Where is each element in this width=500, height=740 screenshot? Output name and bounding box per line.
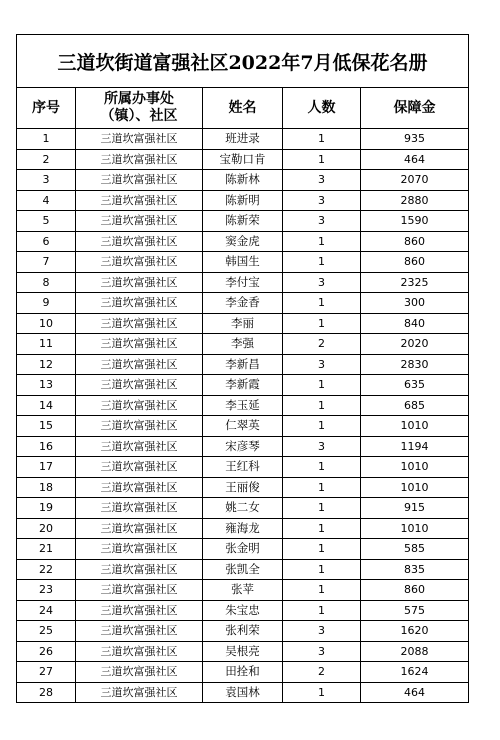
row-allowance-cell: 1010 bbox=[361, 457, 469, 478]
header-name: 姓名 bbox=[203, 88, 283, 129]
row-household-size-cell: 3 bbox=[283, 641, 361, 662]
row-index-cell: 25 bbox=[17, 621, 76, 642]
row-index-cell: 20 bbox=[17, 518, 76, 539]
row-allowance-cell: 1010 bbox=[361, 518, 469, 539]
row-name-cell: 陈新荣 bbox=[203, 211, 283, 232]
row-allowance-cell: 635 bbox=[361, 375, 469, 396]
row-community-cell: 三道坎富强社区 bbox=[76, 149, 203, 170]
row-allowance-cell: 2088 bbox=[361, 641, 469, 662]
row-household-size-cell: 3 bbox=[283, 436, 361, 457]
row-allowance-cell: 1010 bbox=[361, 416, 469, 437]
row-household-size-cell: 1 bbox=[283, 518, 361, 539]
row-community-cell: 三道坎富强社区 bbox=[76, 354, 203, 375]
row-community-cell: 三道坎富强社区 bbox=[76, 477, 203, 498]
row-index-cell: 15 bbox=[17, 416, 76, 437]
row-community-cell: 三道坎富强社区 bbox=[76, 272, 203, 293]
row-allowance-cell: 2070 bbox=[361, 170, 469, 191]
row-name-cell: 袁国林 bbox=[203, 682, 283, 703]
row-index-cell: 6 bbox=[17, 231, 76, 252]
row-index-cell: 11 bbox=[17, 334, 76, 355]
row-household-size-cell: 1 bbox=[283, 580, 361, 601]
table-row bbox=[17, 252, 469, 273]
row-index-cell: 26 bbox=[17, 641, 76, 662]
table-row bbox=[17, 375, 469, 396]
row-index-cell: 8 bbox=[17, 272, 76, 293]
roster-title: 三道坎街道富强社区2022年7月低保花名册 bbox=[17, 35, 469, 88]
row-index-cell: 10 bbox=[17, 313, 76, 334]
row-index-cell: 14 bbox=[17, 395, 76, 416]
row-name-cell: 陈新林 bbox=[203, 170, 283, 191]
row-household-size-cell: 1 bbox=[283, 600, 361, 621]
row-name-cell: 张金明 bbox=[203, 539, 283, 560]
row-community-cell: 三道坎富强社区 bbox=[76, 416, 203, 437]
row-name-cell: 张利荣 bbox=[203, 621, 283, 642]
row-name-cell: 李强 bbox=[203, 334, 283, 355]
table-row bbox=[17, 231, 469, 252]
row-household-size-cell: 3 bbox=[283, 272, 361, 293]
row-community-cell: 三道坎富强社区 bbox=[76, 600, 203, 621]
row-household-size-cell: 3 bbox=[283, 190, 361, 211]
row-allowance-cell: 1194 bbox=[361, 436, 469, 457]
table-row bbox=[17, 293, 469, 314]
row-household-size-cell: 1 bbox=[283, 231, 361, 252]
row-index-cell: 28 bbox=[17, 682, 76, 703]
row-name-cell: 王红科 bbox=[203, 457, 283, 478]
row-index-cell: 5 bbox=[17, 211, 76, 232]
row-allowance-cell: 860 bbox=[361, 231, 469, 252]
row-index-cell: 9 bbox=[17, 293, 76, 314]
roster-body bbox=[17, 129, 469, 703]
row-name-cell: 宝勒口肯 bbox=[203, 149, 283, 170]
row-community-cell: 三道坎富强社区 bbox=[76, 518, 203, 539]
table-row bbox=[17, 190, 469, 211]
row-allowance-cell: 2325 bbox=[361, 272, 469, 293]
row-household-size-cell: 3 bbox=[283, 170, 361, 191]
low-income-roster-table bbox=[16, 34, 469, 703]
header-community: 所属办事处（镇）、社区 bbox=[76, 88, 203, 129]
row-household-size-cell: 2 bbox=[283, 662, 361, 683]
row-household-size-cell: 1 bbox=[283, 498, 361, 519]
row-name-cell: 李付宝 bbox=[203, 272, 283, 293]
row-name-cell: 李玉延 bbox=[203, 395, 283, 416]
row-allowance-cell: 835 bbox=[361, 559, 469, 580]
row-household-size-cell: 3 bbox=[283, 621, 361, 642]
row-index-cell: 4 bbox=[17, 190, 76, 211]
row-index-cell: 16 bbox=[17, 436, 76, 457]
table-row bbox=[17, 334, 469, 355]
table-row bbox=[17, 170, 469, 191]
row-index-cell: 21 bbox=[17, 539, 76, 560]
row-allowance-cell: 2830 bbox=[361, 354, 469, 375]
table-row bbox=[17, 498, 469, 519]
row-index-cell: 12 bbox=[17, 354, 76, 375]
row-allowance-cell: 585 bbox=[361, 539, 469, 560]
header-household-size: 人数 bbox=[283, 88, 361, 129]
row-name-cell: 朱宝忠 bbox=[203, 600, 283, 621]
row-community-cell: 三道坎富强社区 bbox=[76, 559, 203, 580]
row-household-size-cell: 1 bbox=[283, 559, 361, 580]
row-index-cell: 19 bbox=[17, 498, 76, 519]
row-name-cell: 陈新明 bbox=[203, 190, 283, 211]
row-community-cell: 三道坎富强社区 bbox=[76, 375, 203, 396]
table-row bbox=[17, 600, 469, 621]
row-household-size-cell: 1 bbox=[283, 252, 361, 273]
row-household-size-cell: 1 bbox=[283, 313, 361, 334]
table-row bbox=[17, 518, 469, 539]
row-community-cell: 三道坎富强社区 bbox=[76, 395, 203, 416]
row-index-cell: 24 bbox=[17, 600, 76, 621]
table-row bbox=[17, 682, 469, 703]
row-name-cell: 班进录 bbox=[203, 129, 283, 150]
row-community-cell: 三道坎富强社区 bbox=[76, 682, 203, 703]
row-name-cell: 宋彦琴 bbox=[203, 436, 283, 457]
row-allowance-cell: 685 bbox=[361, 395, 469, 416]
table-row bbox=[17, 272, 469, 293]
row-allowance-cell: 1590 bbox=[361, 211, 469, 232]
row-allowance-cell: 935 bbox=[361, 129, 469, 150]
table-row bbox=[17, 621, 469, 642]
row-household-size-cell: 2 bbox=[283, 334, 361, 355]
row-index-cell: 13 bbox=[17, 375, 76, 396]
row-index-cell: 23 bbox=[17, 580, 76, 601]
row-name-cell: 李丽 bbox=[203, 313, 283, 334]
table-row bbox=[17, 457, 469, 478]
row-index-cell: 2 bbox=[17, 149, 76, 170]
row-allowance-cell: 464 bbox=[361, 682, 469, 703]
row-community-cell: 三道坎富强社区 bbox=[76, 252, 203, 273]
table-row bbox=[17, 641, 469, 662]
row-household-size-cell: 1 bbox=[283, 457, 361, 478]
row-index-cell: 17 bbox=[17, 457, 76, 478]
row-allowance-cell: 1620 bbox=[361, 621, 469, 642]
row-community-cell: 三道坎富强社区 bbox=[76, 170, 203, 191]
row-community-cell: 三道坎富强社区 bbox=[76, 129, 203, 150]
row-household-size-cell: 1 bbox=[283, 539, 361, 560]
row-household-size-cell: 1 bbox=[283, 129, 361, 150]
row-allowance-cell: 2020 bbox=[361, 334, 469, 355]
row-community-cell: 三道坎富强社区 bbox=[76, 231, 203, 252]
row-name-cell: 张凯全 bbox=[203, 559, 283, 580]
header-row bbox=[17, 88, 469, 129]
row-community-cell: 三道坎富强社区 bbox=[76, 436, 203, 457]
row-name-cell: 仁翠英 bbox=[203, 416, 283, 437]
row-name-cell: 李新昌 bbox=[203, 354, 283, 375]
row-community-cell: 三道坎富强社区 bbox=[76, 334, 203, 355]
row-name-cell: 田拴和 bbox=[203, 662, 283, 683]
table-row bbox=[17, 395, 469, 416]
row-allowance-cell: 860 bbox=[361, 580, 469, 601]
row-community-cell: 三道坎富强社区 bbox=[76, 498, 203, 519]
row-name-cell: 吴根亮 bbox=[203, 641, 283, 662]
row-household-size-cell: 3 bbox=[283, 211, 361, 232]
row-index-cell: 22 bbox=[17, 559, 76, 580]
row-household-size-cell: 1 bbox=[283, 682, 361, 703]
header-index: 序号 bbox=[17, 88, 76, 129]
row-community-cell: 三道坎富强社区 bbox=[76, 190, 203, 211]
table-row bbox=[17, 436, 469, 457]
row-allowance-cell: 464 bbox=[361, 149, 469, 170]
row-allowance-cell: 1624 bbox=[361, 662, 469, 683]
row-household-size-cell: 1 bbox=[283, 477, 361, 498]
row-community-cell: 三道坎富强社区 bbox=[76, 211, 203, 232]
row-name-cell: 雍海龙 bbox=[203, 518, 283, 539]
row-community-cell: 三道坎富强社区 bbox=[76, 641, 203, 662]
row-name-cell: 韩国生 bbox=[203, 252, 283, 273]
row-index-cell: 3 bbox=[17, 170, 76, 191]
row-community-cell: 三道坎富强社区 bbox=[76, 313, 203, 334]
row-index-cell: 7 bbox=[17, 252, 76, 273]
row-allowance-cell: 860 bbox=[361, 252, 469, 273]
row-name-cell: 李新霞 bbox=[203, 375, 283, 396]
row-allowance-cell: 840 bbox=[361, 313, 469, 334]
row-community-cell: 三道坎富强社区 bbox=[76, 539, 203, 560]
row-community-cell: 三道坎富强社区 bbox=[76, 621, 203, 642]
row-name-cell: 姚二女 bbox=[203, 498, 283, 519]
row-household-size-cell: 1 bbox=[283, 375, 361, 396]
table-row bbox=[17, 211, 469, 232]
table-row bbox=[17, 149, 469, 170]
table-row bbox=[17, 313, 469, 334]
row-index-cell: 1 bbox=[17, 129, 76, 150]
row-name-cell: 王丽俊 bbox=[203, 477, 283, 498]
row-community-cell: 三道坎富强社区 bbox=[76, 662, 203, 683]
row-household-size-cell: 1 bbox=[283, 149, 361, 170]
table-row bbox=[17, 539, 469, 560]
row-name-cell: 李金香 bbox=[203, 293, 283, 314]
row-household-size-cell: 3 bbox=[283, 354, 361, 375]
row-allowance-cell: 1010 bbox=[361, 477, 469, 498]
row-community-cell: 三道坎富强社区 bbox=[76, 580, 203, 601]
table-row bbox=[17, 477, 469, 498]
row-household-size-cell: 1 bbox=[283, 416, 361, 437]
row-allowance-cell: 300 bbox=[361, 293, 469, 314]
row-index-cell: 27 bbox=[17, 662, 76, 683]
row-index-cell: 18 bbox=[17, 477, 76, 498]
table-row bbox=[17, 416, 469, 437]
row-allowance-cell: 915 bbox=[361, 498, 469, 519]
row-name-cell: 张苹 bbox=[203, 580, 283, 601]
header-allowance: 保障金 bbox=[361, 88, 469, 129]
row-name-cell: 窦金虎 bbox=[203, 231, 283, 252]
table-row bbox=[17, 662, 469, 683]
table-row bbox=[17, 559, 469, 580]
row-household-size-cell: 1 bbox=[283, 293, 361, 314]
row-allowance-cell: 575 bbox=[361, 600, 469, 621]
row-community-cell: 三道坎富强社区 bbox=[76, 293, 203, 314]
row-allowance-cell: 2880 bbox=[361, 190, 469, 211]
table-row bbox=[17, 354, 469, 375]
row-community-cell: 三道坎富强社区 bbox=[76, 457, 203, 478]
table-row bbox=[17, 580, 469, 601]
table-row bbox=[17, 129, 469, 150]
row-household-size-cell: 1 bbox=[283, 395, 361, 416]
